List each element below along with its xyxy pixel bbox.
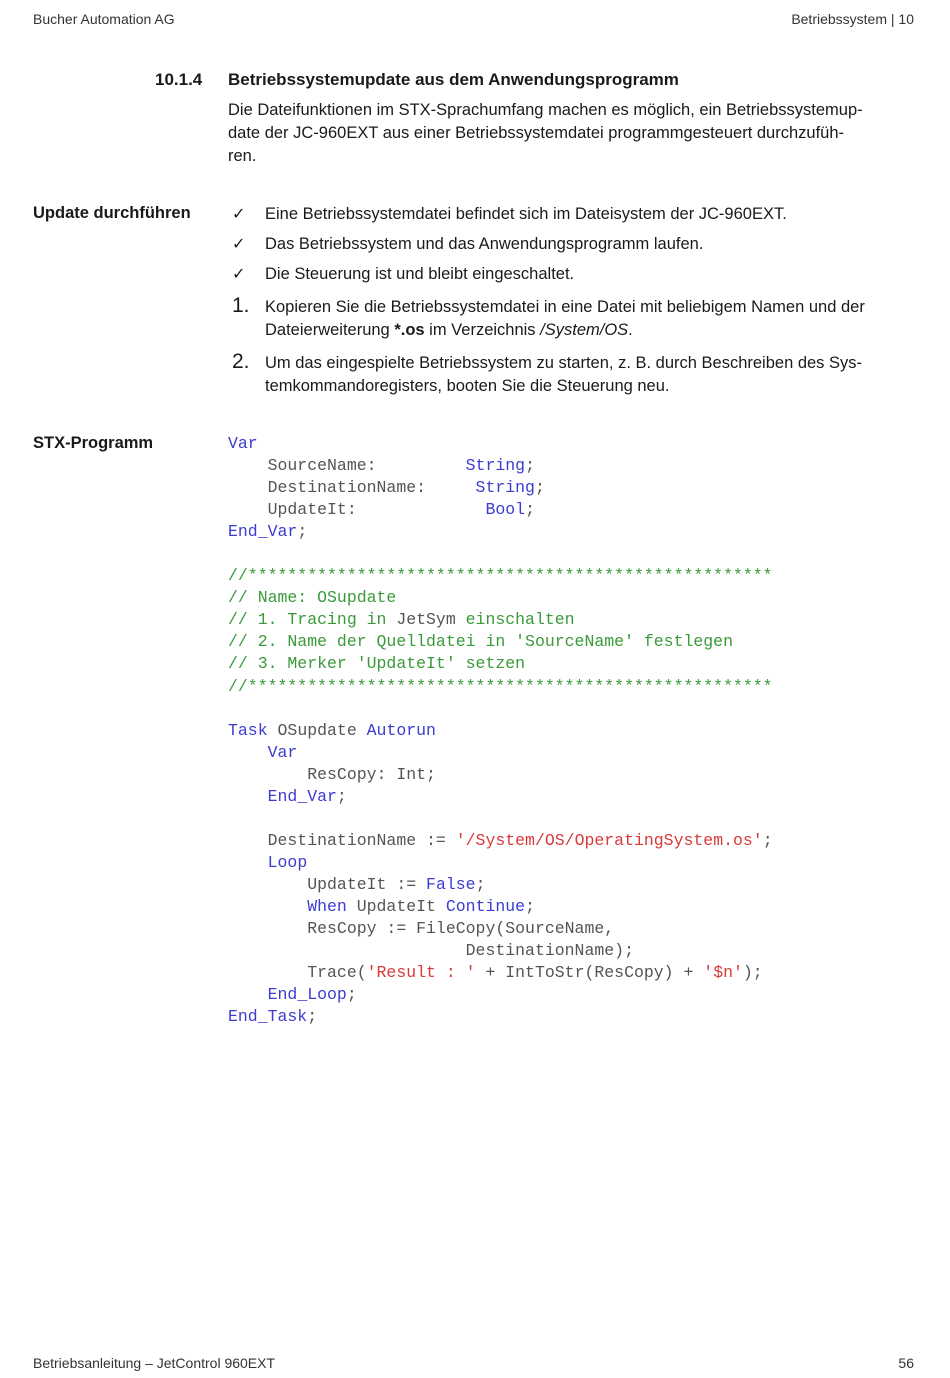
prerequisite-text: Eine Betriebssystemdatei befindet sich im Dateisystem der JC-960EXT. — [265, 205, 787, 223]
code-token: '$n' — [703, 963, 743, 983]
code-token: // Name: OSupdate — [228, 588, 397, 608]
code-token: Var — [267, 742, 298, 762]
section-number: 10.1.4 — [155, 70, 203, 89]
code-token: //***************************************************** — [228, 566, 773, 586]
code-line — [228, 897, 535, 916]
header-chapter: Betriebssystem | 10 — [791, 11, 914, 27]
code-token: Bool — [485, 500, 526, 520]
code-line — [228, 434, 258, 453]
code-line — [228, 963, 763, 982]
code-line — [228, 721, 436, 740]
code-token: ; — [534, 478, 545, 498]
code-line — [228, 743, 297, 762]
code-token: // 2. Name der Quelldatei in 'SourceName' festlegen — [228, 632, 733, 652]
code-token: ResCopy: Int; — [228, 764, 436, 784]
code-line — [228, 610, 575, 629]
code-token: Continue — [445, 896, 526, 916]
code-token: String — [475, 478, 535, 498]
code-token: DestinationName: — [228, 478, 476, 498]
code-line — [228, 985, 357, 1004]
code-line — [228, 1007, 317, 1026]
prerequisite-text: Das Betriebssystem und das Anwendungsprogramm laufen. — [265, 235, 704, 253]
step-text: Um das eingespielte Betriebssystem zu starten, z. B. durch Beschreiben des Sys- temkommandoregisters, booten Sie die Steuerung neu. — [265, 354, 863, 395]
code-token: SourceName: — [228, 456, 466, 476]
code-token: ; — [297, 522, 308, 542]
code-block — [228, 433, 773, 1028]
code-token: ; — [525, 500, 535, 520]
code-line — [228, 632, 733, 651]
section-intro: Die Dateifunktionen im STX-Sprachumfang machen es möglich, ein Betriebssystemup- date der JC-960EXT aus einer Betriebssystemdatei programmgesteuert durchzufüh- ren. — [228, 101, 863, 165]
code-line — [228, 941, 634, 960]
code-token — [228, 897, 307, 916]
step-text-part: Kopieren Sie die Betriebssystemdatei in eine Datei mit beliebigem Namen und der Dateierweiterung — [265, 298, 865, 339]
code-line — [228, 919, 614, 938]
code-token: False — [426, 874, 476, 894]
page-number: 56 — [898, 1355, 914, 1371]
code-token: UpdateIt := — [228, 874, 427, 894]
code-token: Task — [228, 720, 268, 740]
step-text — [265, 298, 865, 339]
code-token: ; — [475, 874, 486, 894]
code-token: ; — [762, 830, 773, 850]
code-line — [228, 500, 535, 519]
code-token: ResCopy := FileCopy(SourceName, — [228, 919, 615, 939]
code-token: End_Task — [228, 1007, 308, 1027]
code-token: ; — [525, 896, 535, 916]
code-token: JetSym — [396, 610, 456, 630]
code-line — [228, 831, 773, 850]
code-line — [228, 853, 307, 872]
code-token: ; — [307, 1007, 318, 1027]
code-line — [228, 677, 773, 696]
check-icon: ✓ — [232, 206, 246, 223]
code-token: einschalten — [455, 610, 575, 630]
code-token: When — [307, 896, 347, 916]
code-line — [228, 787, 347, 806]
prerequisite-text: Die Steuerung ist und bleibt eingeschaltet. — [265, 265, 575, 283]
code-token — [228, 787, 268, 806]
code-token: ; — [525, 456, 535, 476]
code-token: '/System/OS/OperatingSystem.os' — [455, 830, 763, 850]
code-token: Loop — [267, 852, 308, 872]
code-token: // 1. Tracing in — [228, 610, 397, 630]
prerequisite-item — [232, 203, 922, 226]
file-extension: *.os — [394, 321, 425, 339]
program-label: STX-Programm — [33, 434, 154, 452]
code-token: Autorun — [366, 720, 436, 740]
code-line — [228, 875, 485, 894]
code-token: End_Loop — [267, 985, 347, 1005]
code-token — [228, 985, 268, 1004]
code-token: Var — [228, 434, 258, 453]
code-line — [228, 588, 396, 607]
code-token: //***************************************************** — [228, 676, 773, 696]
code-token: End_Var — [267, 786, 337, 806]
code-token: End_Var — [228, 522, 298, 542]
code-token: String — [465, 456, 526, 476]
code-line — [228, 522, 307, 541]
footer-manual: Betriebsanleitung – JetControl 960EXT — [33, 1355, 276, 1371]
code-token — [228, 743, 268, 762]
code-token: UpdateIt: — [228, 500, 486, 520]
step-item — [232, 296, 922, 342]
code-token: OSupdate — [267, 720, 367, 740]
code-line — [228, 566, 773, 585]
header-company: Bucher Automation AG — [33, 11, 175, 27]
update-label: Update durchführen — [33, 204, 191, 222]
code-token: // 3. Merker 'UpdateIt' setzen — [228, 654, 526, 674]
code-token: ); — [742, 963, 763, 983]
code-token: DestinationName); — [228, 941, 634, 961]
step-text-part: . — [628, 321, 633, 339]
step-text-part: im Verzeichnis — [424, 321, 541, 339]
prerequisite-item — [232, 263, 922, 286]
directory-path: /System/OS — [540, 321, 629, 339]
code-token: ; — [346, 985, 357, 1005]
code-token: 'Result : ' — [366, 963, 476, 983]
code-token: DestinationName := — [228, 830, 456, 850]
code-token: + IntToStr(ResCopy) + — [475, 963, 704, 983]
code-line — [228, 478, 545, 497]
code-token: ; — [336, 786, 347, 806]
check-icon: ✓ — [232, 266, 246, 283]
section-title: Betriebssystemupdate aus dem Anwendungsprogramm — [228, 70, 679, 89]
step-number: 2. — [232, 350, 250, 373]
code-token — [228, 853, 268, 872]
code-line — [228, 654, 525, 673]
code-token: UpdateIt — [346, 896, 446, 916]
prerequisite-item — [232, 233, 922, 256]
check-icon: ✓ — [232, 236, 246, 253]
step-number: 1. — [232, 294, 250, 317]
code-token: Trace( — [228, 963, 367, 983]
step-item — [232, 352, 922, 398]
update-steps — [232, 203, 922, 408]
code-line — [228, 456, 535, 475]
code-line — [228, 765, 436, 784]
